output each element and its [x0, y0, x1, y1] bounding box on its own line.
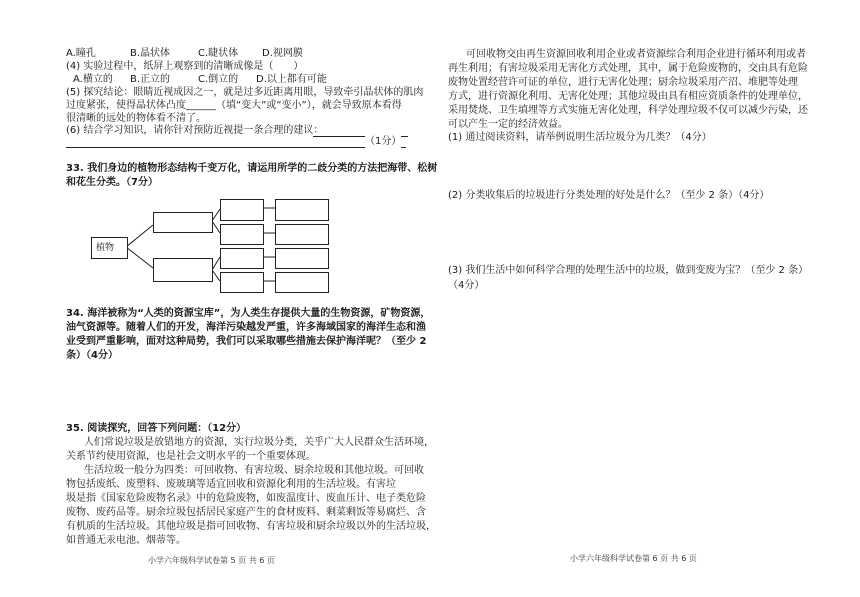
q35-p2-line4: 废物、废药品等。厨余垃圾包括居民家庭产生的食材废料、剩菜剩饭等易腐烂、含	[66, 507, 426, 518]
subquestion-3-answer-area[interactable]	[448, 294, 838, 534]
q35-title: 35. 阅读探究，回答下列问题：（12分）	[66, 423, 247, 434]
diagram-leaf-box-1[interactable]	[275, 199, 329, 221]
q4-option-b: B.正立的	[130, 74, 171, 85]
diagram-level1-lower-box[interactable]	[153, 258, 213, 282]
q6-score: （1分）	[365, 136, 402, 147]
passage-line3: 废物处置经营许可证的单位，进行无害化处理；厨余垃圾采用产沼、堆肥等处理	[448, 77, 798, 88]
connector-root-upper	[126, 225, 153, 247]
subquestion-3-line1: (3) 我们生活中如何科学合理的处理生活中的垃圾，做到变废为宝？（至少 2 条）	[448, 265, 809, 276]
q5-line2: 过度紧张，使得晶状体凸度______（填“变大”或“变小”），就会导致原本看得	[66, 100, 402, 111]
right-page	[430, 0, 860, 597]
subquestion-2: (2) 分类收集后的垃圾进行分类处理的好处是什么？（至少 2 条）（4分）	[448, 190, 770, 201]
q34-line3: 业受到严重影响，面对这种局势，我们可以采取哪些措施去保护海洋呢？（至少 2	[66, 336, 427, 347]
connector-upper-a	[212, 209, 220, 221]
passage-line1: 可回收物交由再生资源回收利用企业或者资源综合利用企业进行循环利用或者	[466, 49, 806, 60]
diagram-level2-box-3[interactable]	[220, 248, 264, 269]
subquestion-3-line2: （4分）	[448, 280, 485, 291]
subquestion-1: (1) 通过阅读资料，请举例说明生活垃圾分为几类？（4分）	[448, 132, 712, 143]
q5-line3: 很清晰的远处的物体看不清了。	[66, 113, 206, 124]
connector-lower-b	[212, 270, 220, 281]
q35-p2-line5: 有机质的生活垃圾。其他垃圾是指可回收物、有害垃圾和厨余垃圾以外的生活垃圾，	[66, 521, 436, 532]
subquestion-1-answer-area[interactable]	[448, 146, 838, 188]
connector-lower-a	[212, 257, 220, 270]
passage-line2: 再生利用；有害垃圾采用无害化方式处理，其中，属于危险废物的，交由具有危险	[448, 63, 808, 74]
option-b: B.晶状体	[130, 48, 171, 59]
diagram-root-box	[91, 237, 128, 259]
subquestion-2-answer-area[interactable]	[448, 204, 838, 260]
passage-line5: 采用焚烧、卫生填埋等方式实施无害化处理，科学处理垃圾不仅可以减少污染，还	[448, 105, 808, 116]
right-footer: 小学六年级科学试卷第 6 页 共 6 页	[570, 554, 697, 563]
passage-line6: 可以产生一定的经济效益。	[448, 119, 568, 130]
option-a: A.瞳孔	[66, 48, 96, 59]
q35-p1-line1: 人们常说垃圾是放错地方的资源，实行垃圾分类，关乎广大人民群众生活环境，	[84, 437, 434, 448]
q4-option-c: C.倒立的	[198, 74, 239, 85]
q34-line1: 34. 海洋被称为“人类的资源宝库”，为人类生存提供大量的生物资源，矿物资源，	[66, 308, 431, 319]
q6-text: (6) 结合学习知识，请你针对预防近视提一条合理的建议：	[66, 125, 324, 136]
left-footer: 小学六年级科学试卷第 5 页 共 6 页	[148, 556, 275, 565]
q35-p2-line1: 生活垃圾一般分为四类：可回收物、有害垃圾、厨余垃圾和其他垃圾。可回收	[84, 465, 424, 476]
diagram-leaf-box-3[interactable]	[275, 248, 329, 269]
q35-p2-line2: 物包括废纸、废塑料、废玻璃等适宜回收和资源化利用的生活垃圾。有害垃	[66, 479, 396, 490]
q33-line2: 和花生分类。（7分）	[66, 177, 158, 188]
diagram-leaf-box-2[interactable]	[275, 224, 329, 245]
q35-p2-line6: 如普通无汞电池、烟蒂等。	[66, 535, 186, 546]
q35-p1-line2: 关系节约使用资源，也是社会文明水平的一个重要体现。	[66, 451, 316, 462]
q35-p2-line3: 圾是指《国家危险废物名录》中的危险废物，如废温度计、废血压计、电子类危险	[66, 493, 426, 504]
q33-line1: 33. 我们身边的植物形态结构千变万化，请运用所学的二歧分类的方法把海带、松树	[66, 163, 438, 174]
diagram-level2-box-4[interactable]	[220, 272, 264, 293]
q4-option-d: D.以上都有可能	[256, 74, 327, 85]
q4-option-a: A.横立的	[73, 74, 113, 85]
q5-line1: (5) 探究结论：眼睛近视成因之一，就是过多近距离用眼，导致牵引晶状体的肌肉	[66, 87, 424, 98]
diagram-root-label: 植物	[96, 243, 115, 253]
q34-line2: 油气资源等。随着人们的开发，海洋污染越发严重，许多海域国家的海洋生态和渔	[66, 322, 426, 333]
diagram-level2-box-2[interactable]	[220, 224, 264, 245]
q6-answer-line-2[interactable]	[66, 135, 406, 148]
diagram-leaf-box-4[interactable]	[275, 272, 329, 293]
passage-line4: 方式，进行资源化利用、无害化处理；其他垃圾由具有相应资质条件的处理单位，	[448, 91, 808, 102]
option-d: D.视网膜	[262, 48, 303, 59]
connector-root-lower	[126, 247, 153, 268]
diagram-level1-upper-box[interactable]	[153, 212, 213, 233]
option-c: C.睫状体	[198, 48, 239, 59]
diagram-level2-box-1[interactable]	[220, 199, 264, 221]
connector-upper-b	[212, 221, 220, 233]
q4-text: (4) 实验过程中，纸屏上观察到的清晰成像是（ ）	[66, 61, 304, 72]
q34-line4: 条）（4分）	[66, 350, 118, 361]
